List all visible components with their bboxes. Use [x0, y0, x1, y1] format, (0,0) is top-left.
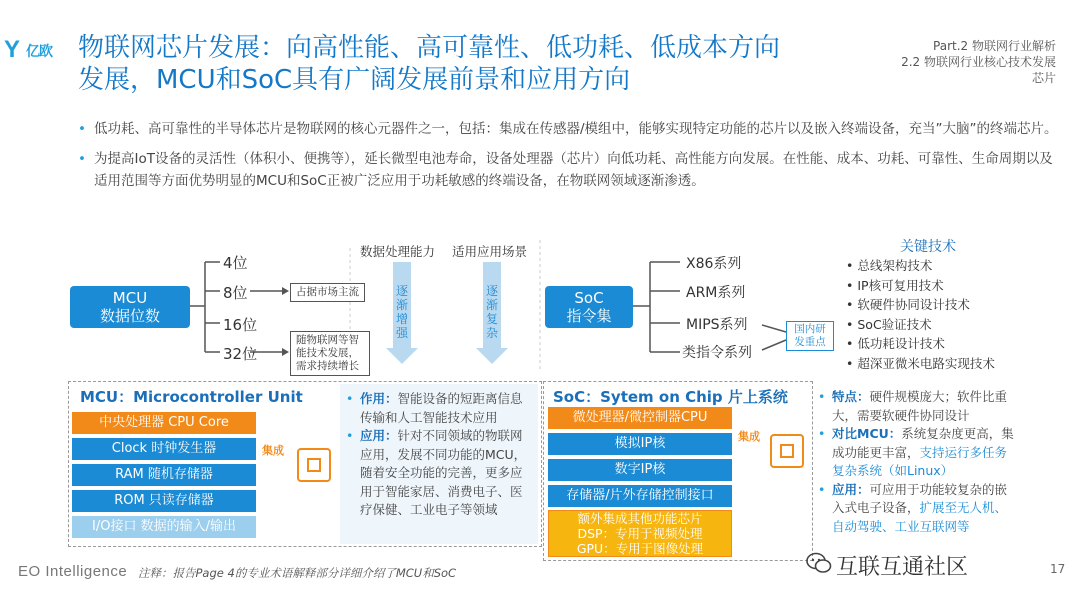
mcu-bar-cpu: 中央处理器 CPU Core	[72, 412, 256, 434]
note-growing-demand: 随物联网等智能技术发展，需求持续增长	[290, 331, 370, 376]
soc-note-feature: • 特点：硬件规模庞大；软件比重大，需要软硬件协同设计	[818, 389, 1008, 423]
mcu-note-role: • 作用：智能设备的短距离信息传输和人工智能技术应用	[346, 391, 523, 425]
part-line-1: Part.2 物联网行业解析	[933, 39, 1056, 53]
bit-32: 32位	[223, 345, 258, 363]
key-tech-item: • SoC验证技术	[846, 316, 932, 332]
bit-4: 4位	[223, 254, 248, 272]
footnote: 注释：报告Page 4的专业术语解释部分详细介绍了MCU和SoC	[138, 566, 457, 580]
page-number: 17	[1050, 562, 1066, 576]
soc-bar-cpu: 微处理器/微控制器CPU	[548, 407, 732, 429]
bullet-item: • 低功耗、高可靠性的半导体芯片是物联网的核心元器件之一，包括：集成在传感器/模组中，能够实现特定功能的芯片以及嵌入终端设备，充当”大脑”的终端芯片。	[78, 121, 1058, 137]
arrow-text-complex: 逐渐复杂	[485, 284, 498, 340]
soc-integrate-label: 集成	[738, 430, 760, 443]
note-market-mainstream: 占据市场主流	[290, 283, 365, 302]
bit-8: 8位	[223, 284, 248, 302]
logo-text: 亿欧	[26, 44, 52, 60]
soc-note-app: • 应用：可应用于功能较复杂的嵌入式电子设备，扩展至无人机、自动驾驶、工业互联网等	[818, 481, 1008, 534]
mcu-bits-box: MCU 数据位数	[70, 286, 190, 328]
key-tech-item: • 低功耗设计技术	[846, 336, 945, 351]
key-tech-title: 关键技术	[900, 239, 956, 255]
key-tech-list	[846, 256, 995, 373]
soc-note-compare: • 对比MCU：系统复杂度更高，集成功能更丰富，支持运行多任务复杂系统（如Linux）	[818, 426, 1014, 478]
mcu-chip-icon	[297, 448, 331, 482]
domestic-focus-note: 国内研发重点	[786, 321, 834, 351]
part-line-3: 芯片	[1031, 71, 1056, 85]
series-class: 类指令系列	[682, 345, 752, 361]
mcu-bar-rom: ROM 只读存储器	[72, 490, 256, 512]
mcu-bar-clock: Clock 时钟发生器	[72, 438, 256, 460]
key-tech-item: • 总线架构技术	[846, 258, 933, 273]
key-tech-item: • 超深亚微米电路实现技术	[846, 355, 995, 371]
bullet-item: • 为提高IoT设备的灵活性（体积小、便携等），延长微型电池寿命，设备处理器（芯片）向低功耗、高性能方向发展。在性能、成本、功耗、可靠性、生命周期以及适用范围等方面优势明显的MCU和SoC正被广泛应用于功耗敏感的终端设备，在物联网领域逐渐渗透。	[78, 151, 1053, 189]
part-line-2: 2.2 物联网行业核心技术发展	[901, 55, 1056, 69]
soc-extra-chips: 额外集成其他功能芯片 DSP：专用于视频处理 GPU：专用于图像处理	[548, 510, 732, 557]
col-processing: 数据处理能力	[360, 244, 436, 259]
series-x86: X86系列	[686, 256, 742, 272]
key-tech-item: • 软硬件协同设计技术	[846, 297, 970, 312]
soc-bar-analog: 模拟IP核	[548, 433, 732, 455]
soc-section-title: SoC：Sytem on Chip 片上系统	[553, 388, 788, 406]
mcu-note-app: • 应用：针对不同领域的物联网应用，发展不同功能的MCU，随着安全功能的完善，更多应用于智能家居、消费电子、医疗保健、工业电子等领域	[346, 428, 527, 517]
mcu-bar-io: I/O接口 数据的输入/输出	[72, 516, 256, 538]
mcu-section-title: MCU：Microcontroller Unit	[80, 388, 303, 406]
series-mips: MIPS系列	[686, 317, 748, 333]
mcu-integrate-label: 集成	[262, 444, 284, 457]
logo-symbol: Y	[4, 36, 21, 63]
series-arm: ARM系列	[686, 285, 746, 301]
title-line-2: 发展，MCU和SoC具有广阔发展前景和应用方向	[78, 65, 631, 95]
soc-bar-storage: 存储器/片外存储控制接口	[548, 485, 732, 507]
col-scenario: 适用应用场景	[452, 244, 528, 259]
soc-bar-digital: 数字IP核	[548, 459, 732, 481]
arrow-text-enhance: 逐渐增强	[395, 284, 408, 340]
title-line-1: 物联网芯片发展：向高性能、高可靠性、低功耗、低成本方向	[78, 33, 781, 63]
soc-chip-icon	[770, 434, 804, 468]
soc-notes	[818, 388, 1018, 536]
mcu-notes	[346, 390, 534, 520]
footer-brand: EO Intelligence	[18, 563, 128, 580]
bit-16: 16位	[223, 316, 258, 334]
key-tech-item: • IP核可复用技术	[846, 277, 944, 293]
mcu-bar-ram: RAM 随机存储器	[72, 464, 256, 486]
watermark: 互联互通社区	[836, 555, 969, 580]
soc-box: SoC 指令集	[545, 286, 633, 328]
wechat-icon	[806, 552, 832, 574]
